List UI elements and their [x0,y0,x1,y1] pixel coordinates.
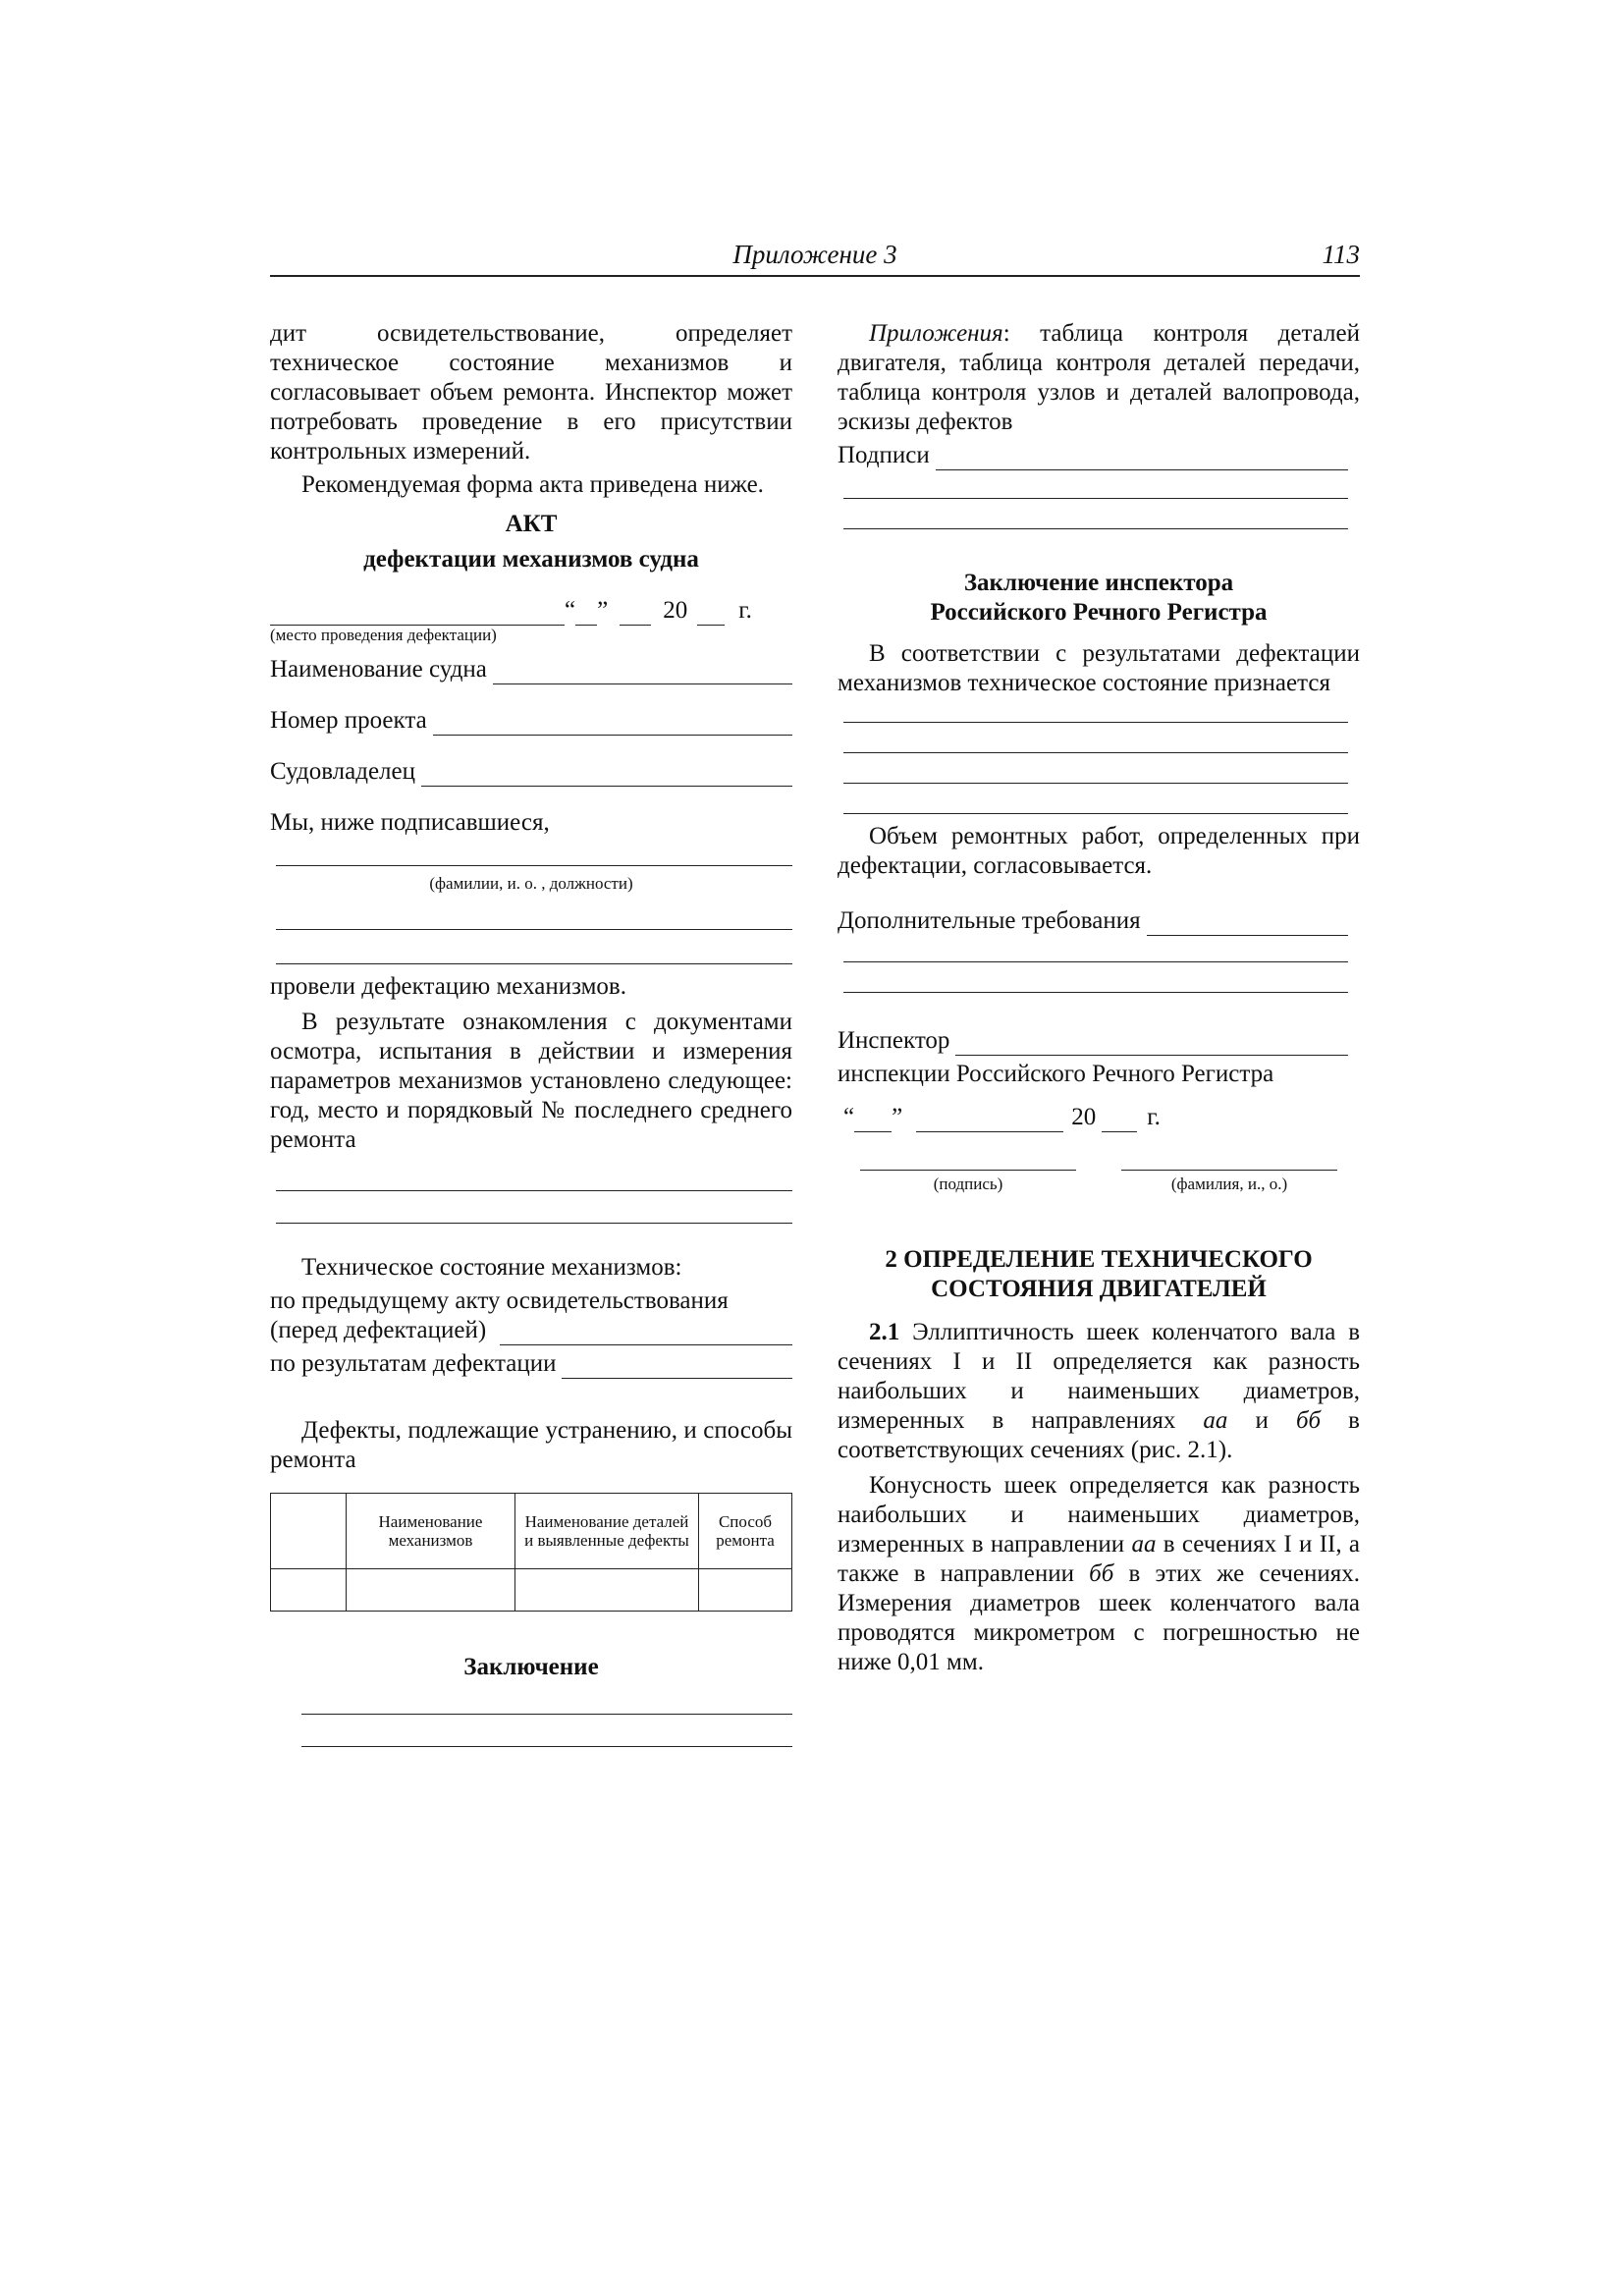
signatures-line[interactable] [838,441,1360,470]
state-blank-3[interactable] [843,761,1348,784]
conducted-text: провели дефектацию механизмов. [270,973,626,1000]
paragraph-2-1 [838,1318,1360,1465]
clause-text: Конусность шеек определяется как разность наибольших и наименьших диаметров, измеренных в направлении [838,1472,1360,1558]
by-results-blank[interactable] [562,1356,792,1379]
state-blank-4[interactable] [843,792,1348,814]
month-blank[interactable] [916,1112,1063,1132]
act-date-line [270,596,792,626]
field-ship-owner[interactable] [270,757,792,787]
clause-text: в этих же сечениях. Измерения диаметров шеек коленчатого вала проводятся микрометром с погрешностью не ниже 0,01 мм. [838,1560,1360,1675]
names-blank-3[interactable] [276,942,792,964]
conclusion-blank-1[interactable] [301,1692,792,1715]
repair-blank-2[interactable] [276,1201,792,1224]
table-cell[interactable] [271,1569,347,1612]
inspector-label: Инспектор [838,1027,950,1054]
conclusion-heading: Заключение [463,1654,599,1680]
paragraph-intro: дит освидетельствование, определяет техническое состояние механизмов и согласовывает объем ремонта. Инспектор может потребовать проведение в его присутствии контрольных измерений. [270,320,792,465]
inspector-heading-2: Российского Речного Регистра [930,599,1268,626]
conformity-paragraph: В соответствии с результатами дефектации механизмов техническое состояние признается [838,640,1360,696]
signature-blank[interactable] [860,1146,1076,1171]
conclusion-blank-2[interactable] [301,1724,792,1747]
inspection-of-text: инспекции Российского Речного Регистра [838,1061,1274,1087]
project-blank[interactable] [433,713,792,736]
header-rule [270,275,1360,277]
year-suffix: г. [738,597,752,624]
clause-number: 2.1 [869,1319,900,1345]
table-header-cell [271,1494,347,1569]
quote-open: “ [565,597,576,624]
state-blank-2[interactable] [843,731,1348,753]
table-row [271,1569,792,1612]
right-column [838,319,1360,1677]
paragraph-2-2 [838,1471,1360,1677]
signed-intro: Мы, ниже подписавшиеся, [270,809,550,836]
direction-aa: аа [1203,1407,1228,1434]
table-header-cell: Наименование деталей и выявленные дефекты [515,1494,699,1569]
project-label: Номер проекта [270,707,427,734]
additional-requirements-line[interactable] [838,906,1360,936]
attachments-paragraph [838,319,1360,437]
prev-act-text: по предыдущему акту освидетельствования [270,1287,729,1314]
clause-text: в сечениях I и II, а также в направлении [838,1531,1360,1587]
table-cell[interactable] [515,1569,699,1612]
section-heading-2: СОСТОЯНИЯ ДВИГАТЕЛЕЙ [931,1276,1267,1302]
table-header-cell: Наименование механизмов [347,1494,515,1569]
names-blank-1[interactable] [276,844,792,866]
signature-caption: (подпись) [933,1175,1003,1193]
field-before-defectation[interactable] [270,1316,792,1345]
owner-label: Судовладелец [270,758,416,785]
left-column [270,319,792,1755]
names-blank-2[interactable] [276,907,792,930]
page-number: 113 [1322,240,1360,269]
repair-blank-1[interactable] [276,1169,792,1191]
signature-field[interactable] [860,1146,1076,1194]
owner-blank[interactable] [421,764,792,787]
signature-captions [838,1146,1360,1194]
signature-blank-2[interactable] [843,476,1348,499]
direction-bb: бб [1295,1407,1322,1434]
name-field[interactable] [1121,1146,1337,1194]
clause-text: в соответствующих сечениях (рис. 2.1). [838,1407,1360,1463]
by-results-label: по результатам дефектации [270,1350,557,1377]
inspector-heading-1: Заключение инспектора [963,570,1234,596]
quote-close: ” [892,1104,903,1130]
clause-text: Эллиптичность шеек коленчатого вала в сечениях I и II определяется как разность наибольших и наименьших диаметров, измеренных в направлениях [838,1319,1360,1434]
name-caption: (фамилия, и., о.) [1170,1175,1288,1193]
ship-name-label: Наименование судна [270,656,487,683]
state-blank-1[interactable] [843,700,1348,723]
year-suffix: г. [1147,1104,1161,1130]
additional-blank-3[interactable] [843,970,1348,993]
paragraph-recommended-form: Рекомендуемая форма акта приведена ниже. [301,471,764,498]
act-subtitle: дефектации механизмов судна [363,546,699,573]
place-caption: (место проведения дефектации) [270,626,497,644]
ship-name-blank[interactable] [493,662,792,684]
tech-state-heading: Техническое состояние механизмов: [301,1254,682,1281]
before-def-label: (перед дефектацией) [270,1317,487,1343]
month-blank[interactable] [620,605,651,626]
names-caption: (фамилии, и. о. , должности) [429,874,633,893]
direction-bb: бб [1089,1560,1114,1587]
table-cell[interactable] [347,1569,515,1612]
table-header-cell: Способ ремонта [699,1494,792,1569]
year-blank[interactable] [697,605,725,626]
attachments-text: : таблица контроля деталей двигателя, таблица контроля деталей передачи, таблица контроля узлов и деталей валопровода, эскизы дефектов [838,320,1360,435]
inspector-blank[interactable] [955,1033,1348,1056]
field-ship-name[interactable] [270,655,792,684]
additional-blank-1[interactable] [1147,913,1348,936]
quote-close: ” [597,597,609,624]
defects-intro: Дефекты, подлежащие устранению, и способы ремонта [270,1417,792,1473]
day-blank[interactable] [575,605,597,626]
field-by-results[interactable] [270,1349,792,1379]
day-blank[interactable] [854,1112,892,1132]
paragraph-result: В результате ознакомления с документами осмотра, испытания в действии и измерения параметров механизмов установлено следующее: год, место и порядковый № последнего среднего ремонта [270,1009,792,1153]
inspector-date-line [843,1103,1360,1132]
field-project-number[interactable] [270,706,792,736]
signature-blank-1[interactable] [936,448,1348,470]
running-header-title: Приложение 3 [732,240,897,269]
before-def-blank[interactable] [500,1323,792,1345]
signatures-label: Подписи [838,442,930,468]
additional-label: Дополнительные требования [838,907,1141,934]
section-heading-1: 2 ОПРЕДЕЛЕНИЕ ТЕХНИЧЕСКОГО [885,1246,1313,1273]
clause-text: и [1227,1407,1296,1434]
attachments-label: Приложения [869,320,1003,347]
quote-open: “ [843,1104,855,1130]
year-prefix: 20 [663,597,688,624]
signature-blank-3[interactable] [843,507,1348,529]
direction-aa: аа [1131,1531,1157,1558]
inspector-line[interactable] [838,1026,1360,1056]
defects-table [270,1493,792,1612]
table-cell[interactable] [699,1569,792,1612]
year-prefix: 20 [1071,1104,1097,1130]
table-header-row [271,1494,792,1569]
act-title: АКТ [505,511,558,537]
additional-blank-2[interactable] [843,940,1348,962]
scope-paragraph: Объем ремонтных работ, определенных при дефектации, согласовывается. [838,823,1360,879]
name-blank[interactable] [1121,1146,1337,1171]
year-blank[interactable] [1102,1112,1137,1132]
place-blank[interactable] [270,605,565,626]
